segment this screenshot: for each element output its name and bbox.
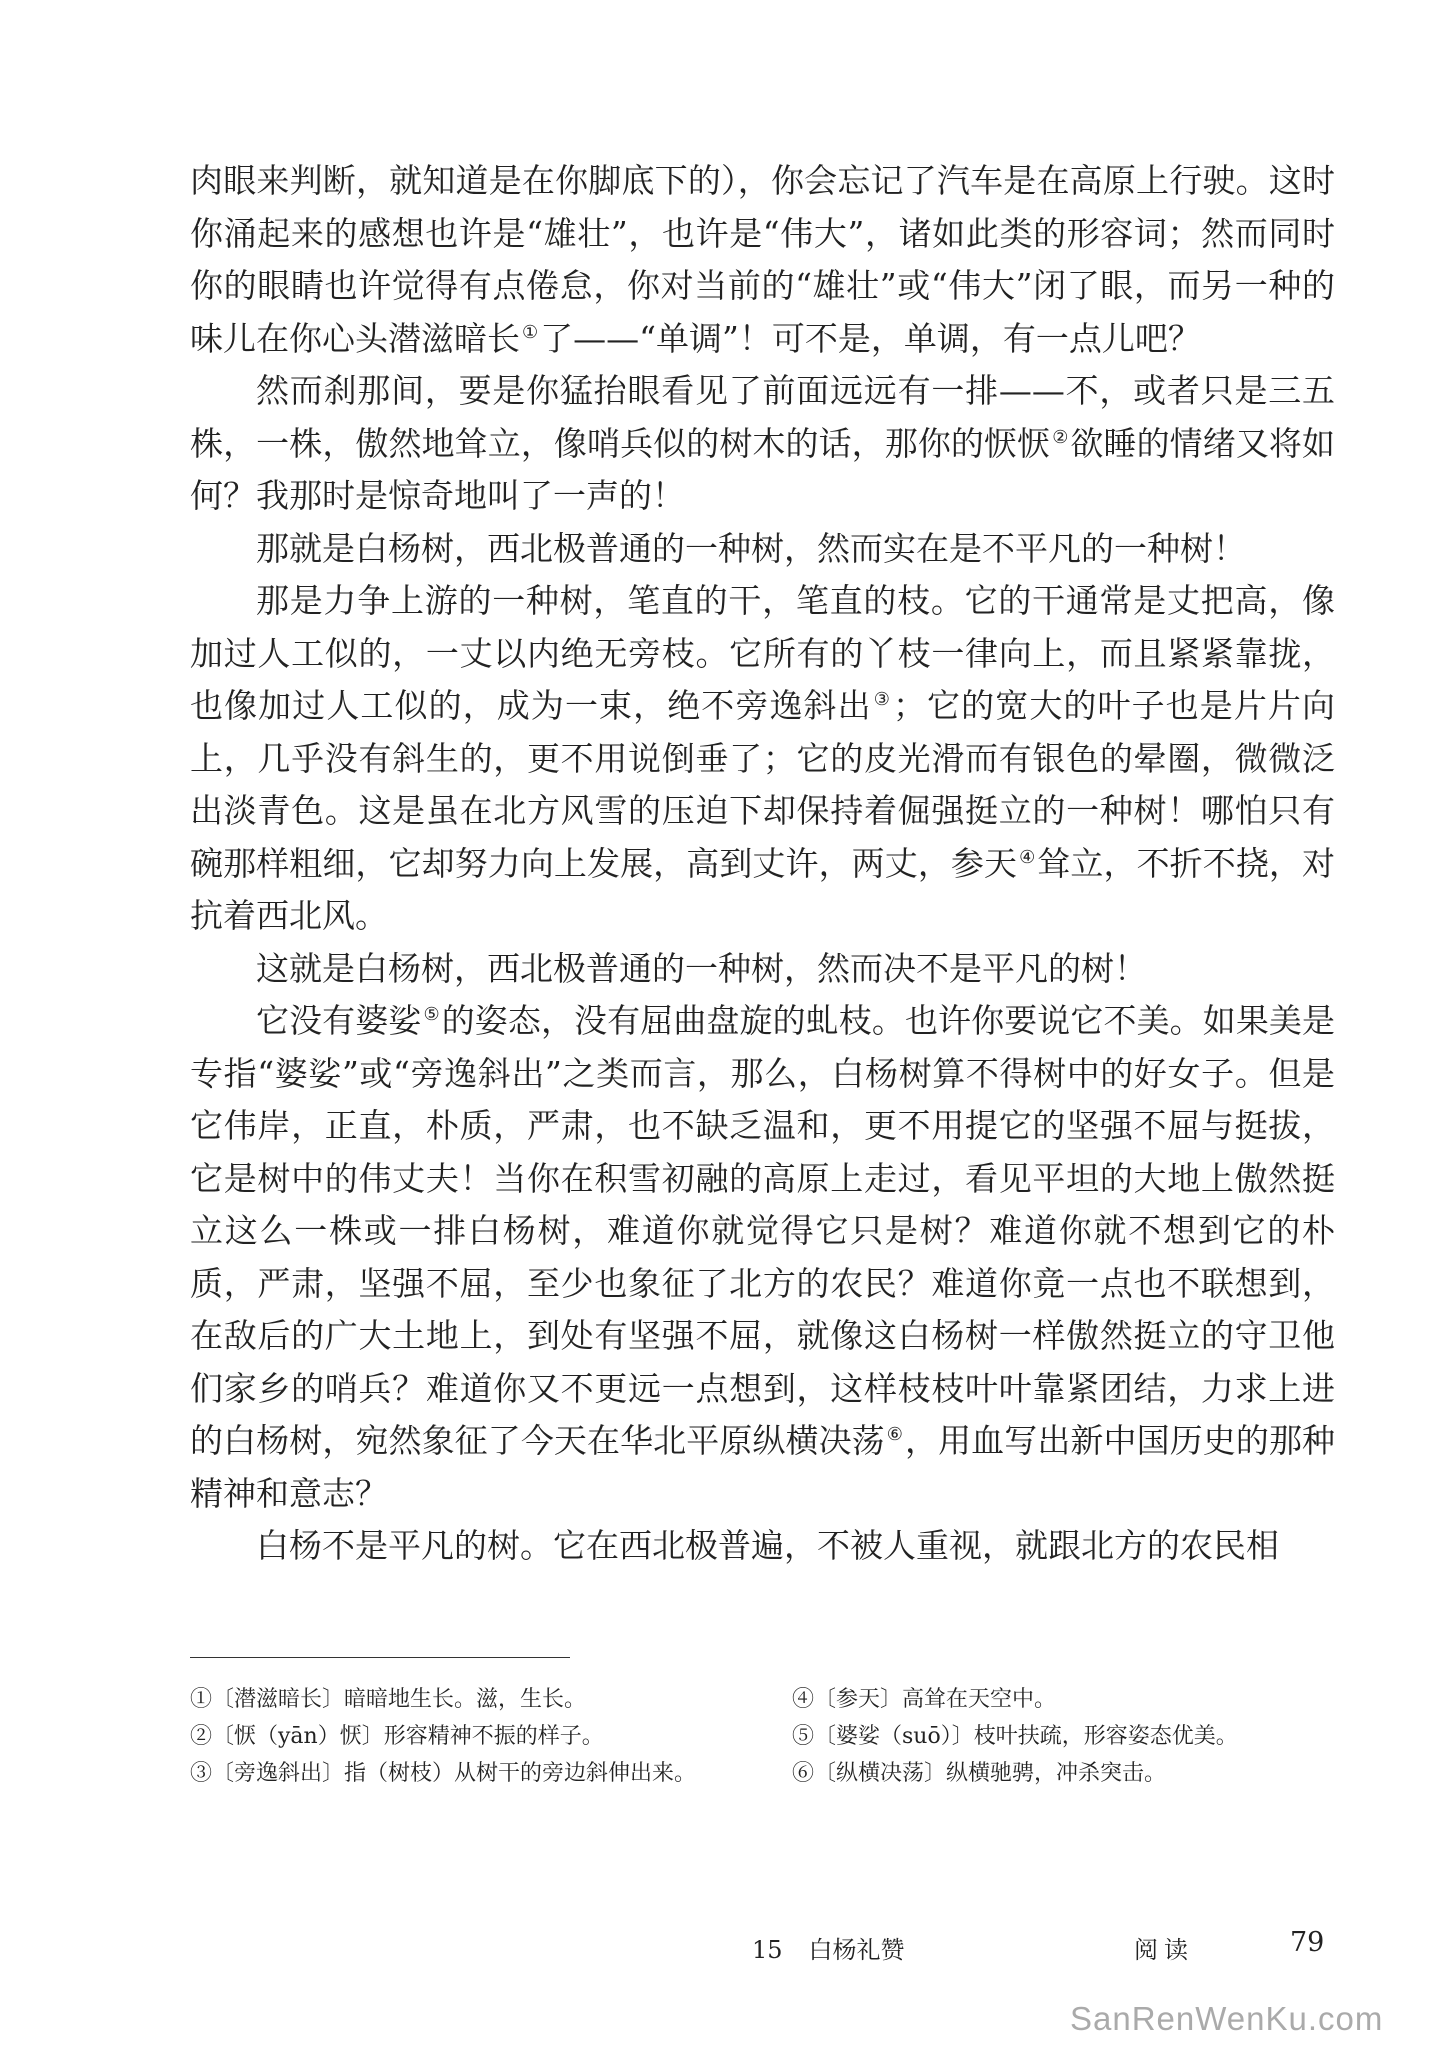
paragraph-text: 那是力争上游的一种树，笔直的干，笔直的枝。它的干通常是丈把高，像加过人工似的，一丈以内绝无旁枝。它所有的丫枝一律向上，而且紧紧靠拢，也像加过人工似的，成为一束，绝不旁逸斜出 — [190, 581, 1335, 725]
page-number: 79 — [1290, 1927, 1325, 1958]
paragraph-text: 它没有婆娑 — [256, 1001, 422, 1040]
paragraph — [190, 995, 1335, 1520]
footnote-marker[interactable]: ③ — [873, 689, 891, 710]
paragraph — [190, 155, 1335, 365]
paragraph-text: 白杨不是平凡的树。它在西北极普遍，不被人重视，就跟北方的农民相 — [256, 1526, 1279, 1565]
paragraph-text: ；它的宽大的叶子也是片片向上，几乎没有斜生的，更不用说倒垂了；它的皮光滑而有银色的晕圈，微微泛出淡青色。这是虽在北方风雪的压迫下却保持着倔强挺立的一种树！哪怕只有碗那样粗细，它却努力向上发展，高到丈许，两丈，参天 — [190, 686, 1336, 883]
footnote-marker[interactable]: ⑤ — [423, 1004, 440, 1025]
footnote-item: ④〔参天〕高耸在天空中。 — [792, 1687, 1057, 1712]
footnote-marker[interactable]: ① — [522, 321, 539, 343]
paragraph — [190, 943, 1335, 996]
footnotes-left-column — [190, 1682, 750, 1793]
paragraph-text: ，用血写出新中国历史的那种精神和意志？ — [190, 1421, 1336, 1513]
paragraph — [190, 1520, 1335, 1573]
footer-section: 阅读 — [1134, 1936, 1194, 1964]
footnote-item: ⑤〔婆娑（suō）〕枝叶扶疏，形容姿态优美。 — [792, 1724, 1238, 1749]
paragraph-text: 了——“单调”！可不是，单调，有一点儿吧？ — [540, 318, 1201, 358]
footnote-item: ①〔潜滋暗长〕暗暗地生长。滋，生长。 — [190, 1687, 587, 1712]
paragraph-text: 肉眼来判断，就知道是在你脚底下的），你会忘记了汽车是在高原上行驶。这时你涌起来的感想也许是“雄壮”，也许是“伟大”，诸如此类的形容词；然而同时你的眼睛也许觉得有点倦怠，你对当前的“雄壮”或“伟大”闭了眼，而另一种的味儿在你心头潜滋暗长 — [190, 161, 1335, 358]
paragraph — [190, 523, 1335, 576]
article-body — [190, 155, 1335, 1573]
paragraph — [190, 365, 1335, 523]
lesson-title: 白杨礼赞 — [808, 1936, 905, 1964]
paragraph-text: 欲睡的情绪又将如何？我那时是惊奇地叫了一声的！ — [190, 423, 1336, 515]
paragraph-text: 的姿态，没有屈曲盘旋的虬枝。也许你要说它不美。如果美是专指“婆娑”或“旁逸斜出”之类而言，那么，白杨树算不得树中的好女子。但是它伟岸，正直，朴质，严肃，也不缺乏温和，更不用提它的坚强不屈与挺拔，它是树中的伟丈夫！当你在积雪初融的高原上走过，看见平坦的大地上傲然挺立这么一株或一排白杨树，难道你就觉得它只是树？难道你就不想到它的朴质，严肃，坚强不屈，至少也象征了北方的农民？难道你竟一点也不联想到，在敌后的广大土地上，到处有坚强不屈，就像这白杨树一样傲然挺立的守卫他们家乡的哨兵？难道你又不更远一点想到，这样枝枝叶叶靠紧团结，力求上进的白杨树，宛然象征了今天在华北平原纵横决荡 — [190, 1001, 1336, 1460]
footnote-marker[interactable]: ⑥ — [886, 1424, 904, 1445]
footnote-item: ⑥〔纵横决荡〕纵横驰骋，冲杀突击。 — [792, 1761, 1167, 1786]
footnote-item: ②〔恹（yān）恹〕形容精神不振的样子。 — [190, 1724, 604, 1749]
footnotes-right-column — [792, 1682, 1352, 1793]
paragraph-text: 耸立，不折不挠，对抗着西北风。 — [190, 843, 1336, 935]
footnote-marker[interactable]: ④ — [1019, 846, 1036, 868]
paragraph-text: 那就是白杨树，西北极普通的一种树，然而实在是不平凡的一种树！ — [256, 528, 1246, 568]
paragraph-text: 这就是白杨树，西北极普通的一种树，然而决不是平凡的树！ — [256, 948, 1147, 988]
paragraph — [190, 575, 1335, 943]
footnote-marker[interactable]: ② — [1052, 426, 1069, 448]
footer-lesson — [752, 1930, 905, 1965]
paragraph-text: 然而刹那间，要是你猛抬眼看见了前面远远有一排——不，或者只是三五株，一株，傲然地耸立，像哨兵似的树木的话，那你的恹恹 — [190, 371, 1335, 463]
footnote-divider — [190, 1657, 570, 1658]
footnote-item: ③〔旁逸斜出〕指（树枝）从树干的旁边斜伸出来。 — [190, 1761, 697, 1786]
lesson-number: 15 — [752, 1936, 783, 1964]
watermark: SanRenWenKu.com — [1070, 2000, 1384, 2037]
